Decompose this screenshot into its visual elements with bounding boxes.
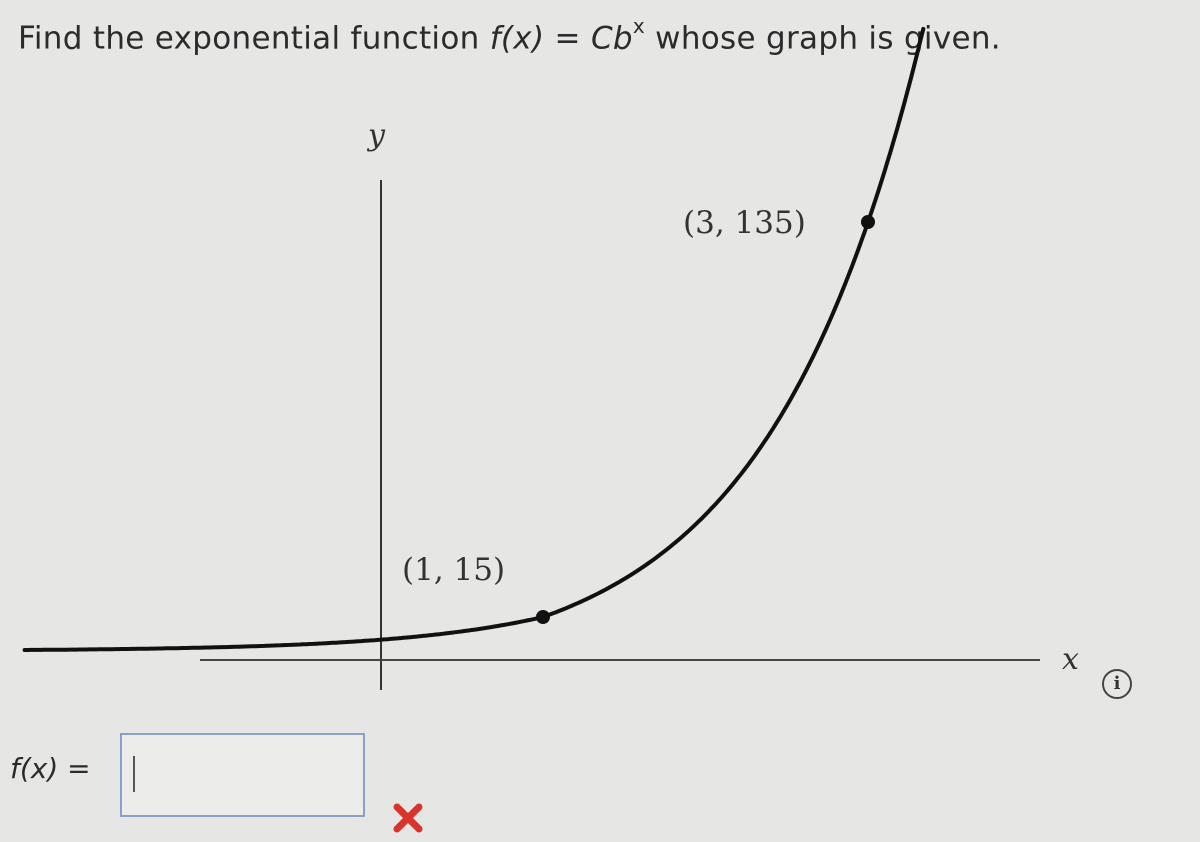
answer-input[interactable] xyxy=(120,733,365,817)
question-base: Cb xyxy=(590,20,633,57)
answer-label-fn: f(x) xyxy=(10,752,59,785)
answer-label-eq: = xyxy=(58,752,91,785)
question-exponent: x xyxy=(632,14,646,38)
text-caret xyxy=(133,756,135,792)
point-label-1-15: (1, 15) xyxy=(402,552,506,588)
answer-label xyxy=(10,752,91,785)
point-1-15-marker xyxy=(536,610,550,624)
x-axis-label: x xyxy=(1062,642,1079,677)
question-prefix: Find the exponential function xyxy=(18,20,490,57)
question-suffix: whose graph is given. xyxy=(645,20,1001,57)
point-3-135-marker xyxy=(861,215,875,229)
question-equals: = xyxy=(544,20,591,57)
wrong-x-icon xyxy=(392,802,424,834)
y-axis-label: y xyxy=(368,118,385,153)
point-label-3-135: (3, 135) xyxy=(683,205,806,241)
question-function: f(x) xyxy=(489,20,545,57)
info-circle-icon[interactable]: i xyxy=(1102,669,1132,699)
